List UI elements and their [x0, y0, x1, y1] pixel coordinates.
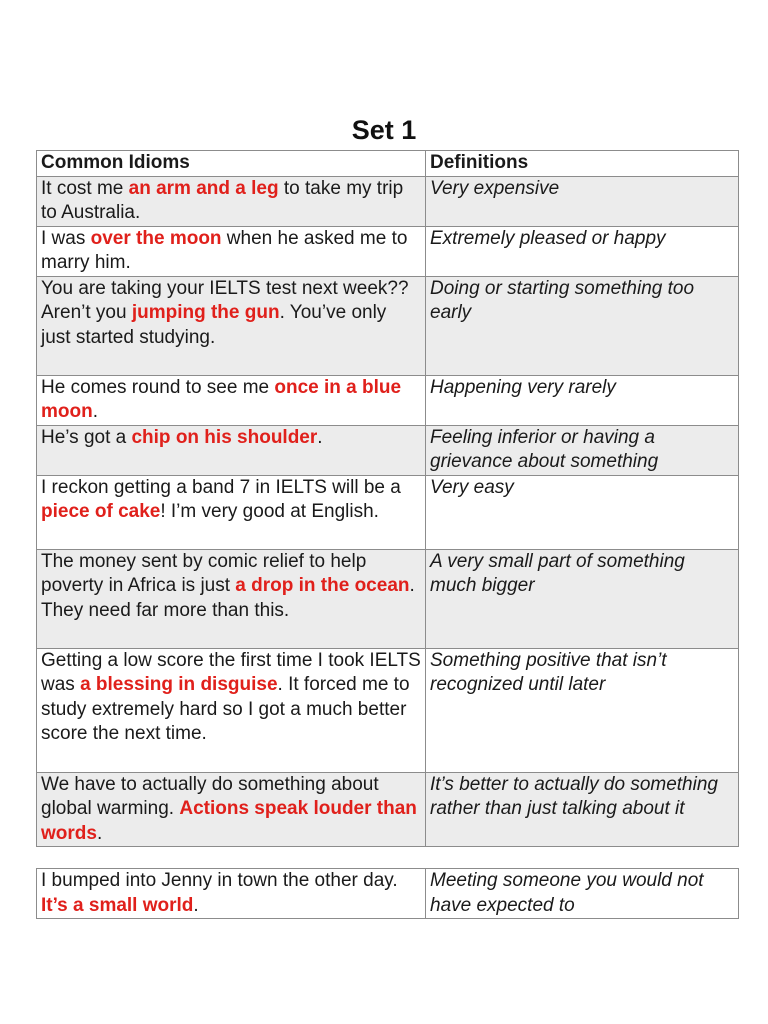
example-sentence: [37, 226, 426, 276]
sentence-text: We have to actually do something about global warming.: [41, 773, 379, 819]
sentence-text: .: [96, 822, 103, 844]
sentence-text: The money sent by comic relief to help poverty in Africa is just: [41, 550, 367, 596]
header-definitions: Definitions: [426, 151, 739, 177]
definition: Meeting someone you would not have expected to: [426, 869, 739, 919]
idiom-highlight: piece of cake: [41, 501, 161, 522]
table-row: [37, 375, 739, 425]
example-sentence: [37, 772, 426, 847]
sentence-text: He’s got a: [41, 426, 132, 448]
idiom-highlight: once in a blue moon: [41, 376, 402, 422]
definition: Doing or starting something too early: [426, 276, 739, 375]
sentence-text: It cost me: [41, 177, 129, 199]
table-header-row: [37, 151, 739, 177]
example-sentence: [37, 276, 426, 375]
idioms-table: [36, 150, 739, 847]
sentence-text: Getting a low score the first time I took IELTS was: [41, 649, 421, 695]
sentence-text: .: [193, 894, 199, 916]
definition: Very expensive: [426, 176, 739, 226]
definition: It’s better to actually do something rather than just talking about it: [426, 772, 739, 847]
table-row: [37, 648, 739, 772]
sentence-text: I reckon getting a band 7 in IELTS will be a: [41, 476, 401, 498]
idiom-highlight: a blessing in disguise: [80, 674, 278, 695]
idiom-highlight: chip on his shoulder: [131, 426, 318, 448]
example-sentence: [37, 425, 426, 475]
table-row: [37, 549, 739, 648]
example-sentence: [37, 176, 426, 226]
sentence-text: . It forced me to study extremely hard so I got a much better score the next time.: [41, 674, 410, 744]
extra-idiom-table: [36, 868, 739, 919]
table-row: [37, 276, 739, 375]
sentence-text: ! I’m very good at English.: [160, 501, 379, 522]
table-row: [37, 869, 739, 919]
idiom-highlight: Actions speak louder than words: [41, 798, 417, 844]
sentence-text: I bumped into Jenny in town the other day.: [41, 870, 398, 891]
idiom-highlight: an arm and a leg: [128, 177, 279, 199]
example-sentence: [37, 475, 426, 549]
page-title: Set 1: [351, 115, 417, 145]
sentence-text: . They need far more than this.: [41, 575, 415, 621]
idiom-highlight: a drop in the ocean: [235, 575, 410, 596]
example-sentence: [37, 648, 426, 772]
example-sentence: [37, 869, 426, 919]
definition: Something positive that isn’t recognized until later: [426, 648, 739, 772]
definition: A very small part of something much bigger: [426, 549, 739, 648]
sentence-text: You are taking your IELTS test next week?? Aren’t you: [41, 277, 409, 323]
sentence-text: He comes round to see me: [41, 376, 275, 398]
idiom-highlight: jumping the gun: [131, 302, 280, 323]
sentence-text: . You’ve only just started studying.: [41, 302, 387, 348]
idiom-highlight: It’s a small world: [41, 894, 194, 916]
table-row: [37, 772, 739, 847]
table-row: [37, 176, 739, 226]
table-row: [37, 475, 739, 549]
idiom-highlight: over the moon: [90, 227, 222, 249]
definition: Feeling inferior or having a grievance about something: [426, 425, 739, 475]
header-common-idioms: Common Idioms: [37, 151, 426, 177]
example-sentence: [37, 375, 426, 425]
sentence-text: .: [317, 426, 323, 448]
definition: Extremely pleased or happy: [426, 226, 739, 276]
table-row: [37, 226, 739, 276]
table-row: [37, 425, 739, 475]
sentence-text: to take my trip to Australia.: [41, 177, 404, 223]
example-sentence: [37, 549, 426, 648]
sentence-text: I was: [41, 227, 91, 249]
definition: Very easy: [426, 475, 739, 549]
definition: Happening very rarely: [426, 375, 739, 425]
sentence-text: when he asked me to marry him.: [41, 227, 408, 273]
sentence-text: .: [92, 401, 98, 422]
